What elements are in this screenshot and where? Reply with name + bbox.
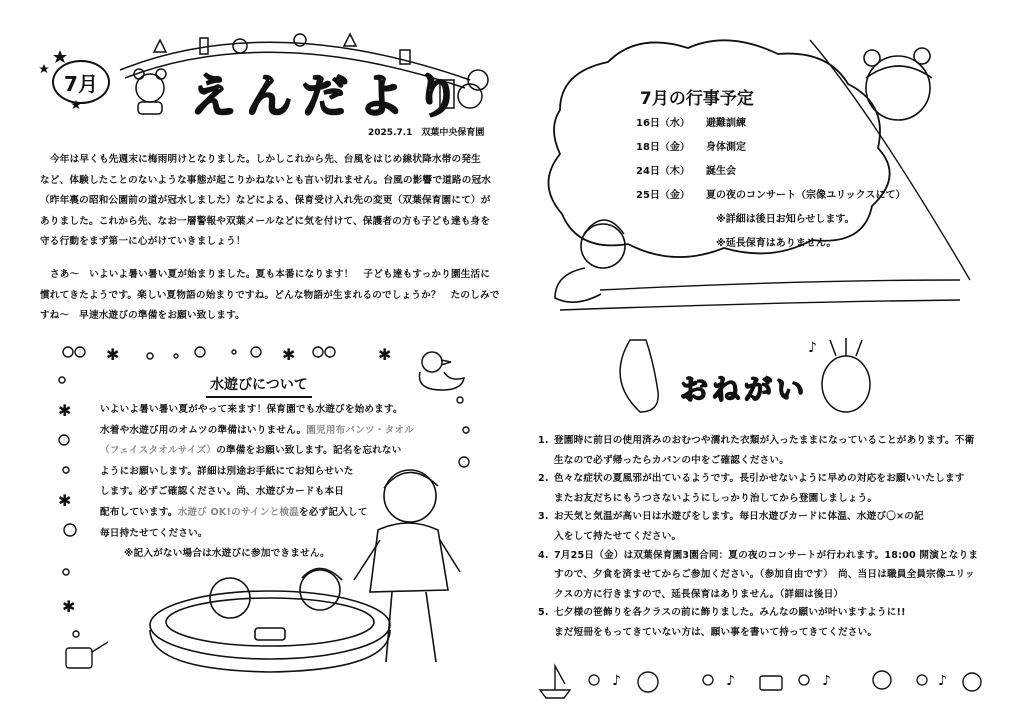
intro-line: など、体験したことのないような事態が起こりかねないとも言い切れません。台風の影響で道路の冠水 [40, 174, 492, 186]
water-line: いよいよ暑い暑い夏がやって来ます！保育園でも水遊びを始めます。 [100, 404, 403, 415]
month-badge: 7月 [52, 60, 110, 104]
intro-line: さあ～ いよいよ暑い暑い夏が始まりました。夏も本番になります！ 子ども達もすっかり園生活に [50, 269, 491, 280]
request-number: 4. [538, 549, 549, 561]
event-row [636, 162, 906, 177]
water-line-highlight: 水遊び OK!のサインと検温 [177, 506, 299, 518]
date-and-school: 2025.7.1 双葉中央保育園 [368, 128, 485, 138]
water-line-text: 水着や水遊び用のオムツの準備はいりません。 [100, 424, 307, 436]
svg-text:✱: ✱ [62, 597, 76, 616]
svg-text:♪: ♪ [726, 673, 735, 689]
event-date: 25日（金） [636, 190, 690, 201]
event-name: 誕生会 [706, 166, 736, 177]
request-item [538, 512, 998, 541]
sailboat-icon [540, 666, 981, 698]
request-line: お天気と気温が高い日は水遊びをします。毎日水遊びカードに体温、水遊び〇×の記 [554, 511, 924, 523]
event-date: 24日（木） [636, 166, 690, 177]
svg-text:✱: ✱ [378, 345, 392, 364]
water-line-text: を必ず記入して [298, 506, 368, 518]
event-row [636, 138, 906, 153]
duck-icon [419, 352, 464, 390]
intro-line: すね～ 早速水遊びの準備をお願い致します。 [40, 310, 245, 322]
water-line: します。必ずご確認ください。尚、水遊びカードも本日 [100, 486, 345, 498]
intro-line: 守る行動をまず第一に心がけていきましょう！ [40, 236, 246, 248]
requests-list [538, 436, 998, 638]
request-line: 色々な症状の夏風邪が出ているようです。長引かせないように早めの対応をお願いいたします [554, 473, 965, 485]
svg-text:♪: ♪ [808, 340, 817, 356]
event-name: 避難訓練 [706, 118, 746, 129]
water-line: ようにお願いします。詳細は別途お手紙にてお知らせいた [100, 465, 354, 477]
event-note: ※詳細は後日お知らせします。 [716, 214, 855, 225]
request-number: 2. [538, 473, 549, 485]
event-row [636, 186, 906, 201]
event-name: 夏の夜のコンサート（宗像ユリックスにて） [706, 190, 906, 201]
request-item [538, 551, 998, 600]
intro-paragraph-2 [40, 270, 500, 321]
event-name: 身体測定 [706, 142, 746, 153]
intro-line: 今年は早くも先週末に梅雨明けとなりました。しかしこれから先、台風をはじめ線状降水帯の発生 [50, 154, 481, 165]
request-item [538, 436, 998, 465]
request-number: 5. [538, 607, 549, 619]
watering-can-icon [66, 642, 108, 668]
request-line: すので、夕食を済ませてからご参加ください。（参加自由です） 尚、当日は職員全員宗像ユリッ [554, 569, 975, 581]
water-play-body [100, 405, 440, 559]
event-note: ※延長保育はありません。 [716, 238, 837, 249]
newsletter-title: えんだより [190, 69, 470, 123]
water-line-text: の準備をお願い致します。記名を忘れない [216, 445, 402, 457]
request-item [538, 608, 998, 637]
water-line-text: 配布しています。 [100, 506, 178, 518]
request-line: 登園時に前日の使用済みのおむつや濡れた衣類が入ったままになっていることがあります。不衛 [554, 435, 975, 446]
svg-text:✱: ✱ [282, 345, 296, 364]
pool-icon [150, 568, 390, 672]
svg-text:✱: ✱ [58, 491, 72, 510]
water-line [100, 446, 440, 456]
svg-text:♪: ♪ [822, 673, 831, 689]
request-line: 入をして持たせてください。 [554, 530, 682, 542]
intro-line: ありました。これから先、なお一層警報や双葉メールなどに気を付けて、保護者の方も子ども達も身を [40, 215, 491, 227]
svg-text:✱: ✱ [58, 401, 72, 420]
water-note: ※記入がない場合は水遊びに参加できません。 [124, 548, 330, 560]
water-line [100, 426, 440, 436]
intro-line: （昨年裏の昭和公園前の道が冠水しました）などによる、保育受け入れ先の変更（双葉保育園にて）が [40, 195, 491, 207]
request-line: 7月25日（金）は双葉保育園3園合同：夏の夜のコンサートが行われます。18:00 開演となりま [554, 549, 979, 561]
request-line: 七夕様の笹飾りを各クラスの前に飾りました。みんなの願いが叶いますように!! [554, 607, 906, 619]
request-line: 生なので必ず帰ったらカバンの中をご確認ください。 [554, 454, 790, 466]
requests-title: おねがい [680, 373, 809, 406]
water-line [100, 508, 440, 518]
pineapple-icon [822, 338, 870, 412]
request-number: 3. [538, 511, 549, 523]
request-line: またお友だちにもうつさないようにしっかり治してから登園しましょう。 [554, 492, 878, 504]
banana-icon [620, 340, 658, 412]
events-title: 7月の行事予定 [640, 89, 754, 109]
events-list [636, 114, 906, 249]
water-line-highlight: 園児用布パンツ・タオル [306, 424, 414, 436]
water-line: 毎日持たせてください。 [100, 527, 208, 539]
svg-text:✱: ✱ [106, 345, 120, 364]
event-date: 16日（水） [636, 118, 690, 129]
svg-text:♪: ♪ [938, 673, 947, 689]
svg-text:♪: ♪ [612, 673, 621, 689]
intro-line: 慣れてきたようです。楽しい夏物語の始まりですね。どんな物語が生まれるのでしょうか？ たのしみで [40, 289, 500, 301]
event-row [636, 114, 906, 129]
request-number: 1. [538, 435, 549, 446]
request-line: まだ短冊をもってきていない方は、願い事を書いて持ってきてください。 [554, 626, 878, 638]
water-line-highlight: （フェイスタオルサイズ） [100, 445, 217, 457]
intro-paragraph [40, 155, 491, 247]
water-play-title: 水遊びについて [206, 374, 312, 398]
event-date: 18日（金） [636, 142, 690, 153]
request-item [538, 474, 998, 503]
request-line: クスの方に行きますので、延長保育はありません。（詳細は後日） [554, 588, 844, 600]
